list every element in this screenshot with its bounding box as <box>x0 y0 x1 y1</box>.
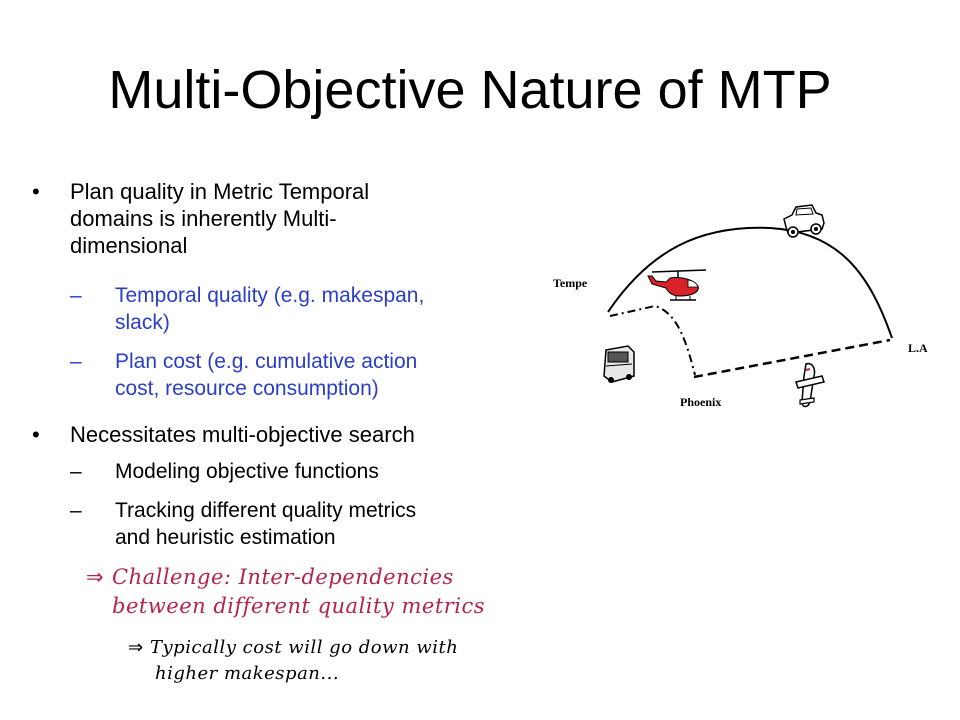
sub-bullet-dash: – <box>70 499 82 522</box>
sub-bullet-temporal-line-2: slack) <box>115 311 170 334</box>
challenge-line-2: between different quality metrics <box>112 594 486 618</box>
sub-bullet-dash: – <box>70 284 82 307</box>
sub-bullet-tracking-line-1: Tracking different quality metrics <box>115 499 417 522</box>
plane-route <box>694 340 890 377</box>
challenge-line-1: Challenge: Inter-dependencies <box>112 565 454 589</box>
slide-title: Multi-Objective Nature of MTP <box>108 60 832 120</box>
bullet-1-line-1: Plan quality in Metric Temporal <box>70 179 370 204</box>
sub-bullet-cost-line-2: cost, resource consumption) <box>115 377 379 400</box>
sub-bullet-dash: – <box>70 460 82 483</box>
sub-bullet-modeling: Modeling objective functions <box>115 460 379 483</box>
implies-arrow-icon: ⇒ <box>128 637 144 658</box>
sub-bullet-temporal-line-1: Temporal quality (e.g. makespan, <box>115 284 425 307</box>
car-route <box>608 228 892 338</box>
typically-line-1: Typically cost will go down with <box>150 637 459 658</box>
sub-bullet-tracking-line-2: and heuristic estimation <box>115 526 336 549</box>
bullet-marker: • <box>32 422 40 447</box>
typically-line-2: higher makespan... <box>155 663 340 684</box>
implies-arrow-icon: ⇒ <box>86 565 104 589</box>
car-icon <box>784 205 824 237</box>
bullet-marker: • <box>32 179 40 204</box>
bus-icon <box>604 346 634 383</box>
helicopter-icon <box>648 270 706 300</box>
city-la: L.A <box>908 341 928 355</box>
route-diagram <box>540 195 950 425</box>
bullet-1-line-2: domains is inherently Multi- <box>70 206 337 231</box>
bullet-2-line-1: Necessitates multi-objective search <box>70 422 415 447</box>
sub-bullet-dash: – <box>70 350 82 373</box>
city-phoenix: Phoenix <box>680 395 722 409</box>
city-tempe: Tempe <box>553 276 588 290</box>
bullet-1-line-3: dimensional <box>70 233 188 258</box>
sub-bullet-cost-line-1: Plan cost (e.g. cumulative action <box>115 350 418 373</box>
airplane-icon <box>796 364 824 407</box>
